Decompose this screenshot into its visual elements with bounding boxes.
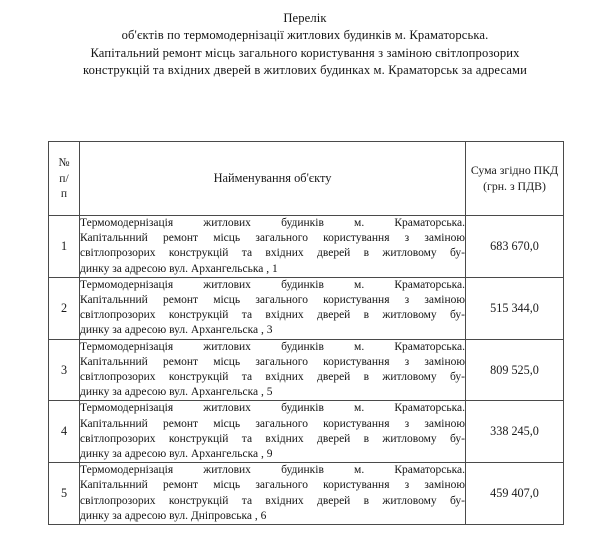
object-description-line: Термомодернізація житлових будинків м. Краматорська. (80, 217, 465, 229)
table-row (49, 463, 564, 525)
table-body (49, 216, 564, 525)
object-description-line: світлопрозорих конструкцій та вхідних дверей в житловому бу- (80, 247, 465, 260)
row-sum: 809 525,0 (466, 339, 564, 401)
column-header-number (49, 142, 80, 216)
object-description-line: динку за адресою вул. Дніпровська , 6 (80, 509, 267, 522)
object-description-line: динку за адресою вул. Архангельська , 1 (80, 262, 278, 275)
object-description (80, 216, 465, 277)
object-description-line: Термомодернізація житлових будинків м. Краматорська. (80, 340, 465, 353)
row-sum: 683 670,0 (466, 216, 564, 278)
column-header-object-name: Найменування об'єкту (80, 142, 466, 216)
table-row (49, 277, 564, 339)
objects-table (48, 141, 564, 525)
column-header-sum (466, 142, 564, 216)
row-number: 2 (49, 277, 80, 339)
table-row (49, 339, 564, 401)
table-row (49, 401, 564, 463)
column-header-number-line-2: п/ (59, 171, 69, 185)
object-description-line: динку за адресою вул. Архангельска , 9 (80, 448, 273, 461)
title-line-3: Капітальний ремонт місць загального користування з заміною світлопрозорих (90, 45, 520, 60)
title-line-1: Перелік (283, 11, 327, 25)
row-sum: 338 245,0 (466, 401, 564, 463)
column-header-number-line-3: п (60, 187, 68, 201)
table-row (49, 216, 564, 278)
column-header-sum-line-2: (грн. з ПДВ) (483, 178, 546, 193)
row-object-name (80, 277, 466, 339)
object-description-line: світлопрозорих конструкцій та вхідних дверей в житловому бу- (80, 371, 465, 384)
object-description (80, 463, 465, 524)
object-description-line: Капітальнний ремонт місць загального користування з заміною (80, 232, 465, 245)
object-description-line: динку за адресою вул. Архангельска , 5 (80, 386, 273, 399)
table-header-row (49, 142, 564, 216)
object-description-line: Капітальнний ремонт місць загального користування з заміною (80, 417, 465, 430)
row-object-name (80, 463, 466, 525)
object-description-line: світлопрозорих конструкцій та вхідних дверей в житловому бу- (80, 432, 465, 445)
object-description-line: Термомодернізація житлових будинків м. Краматорська. (80, 402, 465, 415)
object-description-line: світлопрозорих конструкцій та вхідних дверей в житловому бу- (80, 309, 465, 322)
row-number: 5 (49, 463, 80, 525)
object-description (80, 401, 465, 462)
object-description-line: Капітальнний ремонт місць загального користування з заміною (80, 294, 465, 307)
row-sum: 459 407,0 (466, 463, 564, 525)
object-description-line: Капітальнний ремонт місць загального користування з заміною (80, 479, 465, 492)
row-object-name (80, 339, 466, 401)
object-description-line: світлопрозорих конструкцій та вхідних дверей в житловому бу- (80, 494, 465, 507)
title-line-4: конструкцій та вхідних дверей в житлових будинках м. Краматорськ за адресами (82, 63, 528, 78)
row-number: 1 (49, 216, 80, 278)
object-description-line: динку за адресою вул. Архангельска , 3 (80, 324, 273, 337)
object-description-line: Капітальнний ремонт місць загального користування з заміною (80, 355, 465, 368)
row-number: 3 (49, 339, 80, 401)
object-description-line: Термомодернізація житлових будинків м. Краматорська. (80, 464, 465, 477)
title-line-2: об'єктів по термомодернізації житлових будинків м. Краматорська. (121, 28, 489, 43)
document-title-block (0, 0, 610, 80)
object-description-line: Термомодернізація житлових будинків м. Краматорська. (80, 278, 465, 291)
object-description (80, 340, 465, 401)
row-sum: 515 344,0 (466, 277, 564, 339)
row-object-name (80, 216, 466, 278)
column-header-number-line-1: № (58, 156, 70, 170)
column-header-sum-line-1: Сума згідно ПКД (470, 163, 559, 177)
row-number: 4 (49, 401, 80, 463)
object-description (80, 278, 465, 339)
row-object-name (80, 401, 466, 463)
